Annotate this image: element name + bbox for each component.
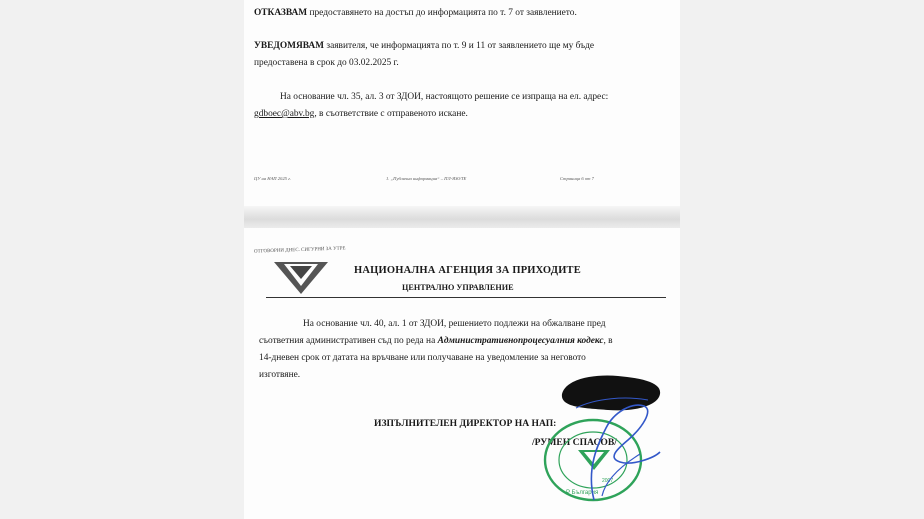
nra-logo-icon — [272, 258, 330, 296]
header-rule — [266, 297, 666, 298]
agency-motto: ОТГОВОРНИ ДНЕС. СИГУРНИ ЗА УТРЕ — [253, 246, 346, 255]
agency-name: НАЦИОНАЛНА АГЕНЦИЯ ЗА ПРИХОДИТЕ — [354, 265, 581, 276]
appeal-line-1: На основание чл. 40, ал. 1 от ЗДОИ, решението подлежи на обжалване пред — [303, 319, 606, 329]
handwritten-signature-icon — [536, 388, 666, 508]
stamp-year: 2007 — [602, 478, 614, 484]
refusal-keyword: ОТКАЗВАМ — [254, 8, 308, 18]
paragraph-notification — [254, 38, 664, 72]
paragraph-delivery — [254, 89, 674, 123]
refusal-text: предоставянето на достъп до информацията по т. 7 от заявлението. — [307, 8, 577, 18]
appeal-line-2-post: , в — [603, 336, 613, 346]
appeal-line-2-pre: съответния административен съд по реда на — [259, 336, 438, 346]
document-page-1 — [244, 0, 680, 212]
appeal-code-name: Административнопроцесуалния кодекс — [437, 336, 604, 346]
appeal-line-3: 14-дневен срок от датата на връчване или получаване на уведомление за неговото — [259, 353, 586, 363]
notify-line-1: заявителя, че информацията по т. 9 и 11 от заявлението ще му бъде — [324, 41, 594, 51]
agency-subdivision: ЦЕНТРАЛНО УПРАВЛЕНИЕ — [402, 283, 514, 292]
signature-title: ИЗПЪЛНИТЕЛЕН ДИРЕКТОР НА НАП: — [374, 418, 557, 429]
footer-left: ЦУ на НАП 2025 г. — [254, 176, 291, 181]
footer-page-number: Страница 6 от 7 — [560, 176, 594, 181]
document-page-2 — [244, 228, 680, 519]
delivery-line-1: На основание чл. 35, ал. 3 от ЗДОИ, настоящото решение се изпраща на ел. адрес: — [280, 92, 609, 102]
email-address: gdboec@abv.bg — [254, 109, 315, 119]
page-separator — [244, 206, 680, 230]
signature-name: /РУМЕН СПАСОВ/ — [532, 437, 617, 448]
paragraph-refusal — [254, 5, 577, 22]
stamp-text: Р България — [566, 490, 599, 496]
notify-keyword: УВЕДОМЯВАМ — [254, 41, 325, 51]
footer-center: 1. „Публична информация“ – ПЛ-ЯЗ0/ТЕ — [386, 176, 467, 181]
delivery-line-2: , в съответствие с отправеното искане. — [314, 109, 468, 119]
appeal-line-4: изготвяне. — [259, 370, 301, 380]
notify-line-2: предоставена в срок до 03.02.2025 г. — [254, 58, 399, 68]
